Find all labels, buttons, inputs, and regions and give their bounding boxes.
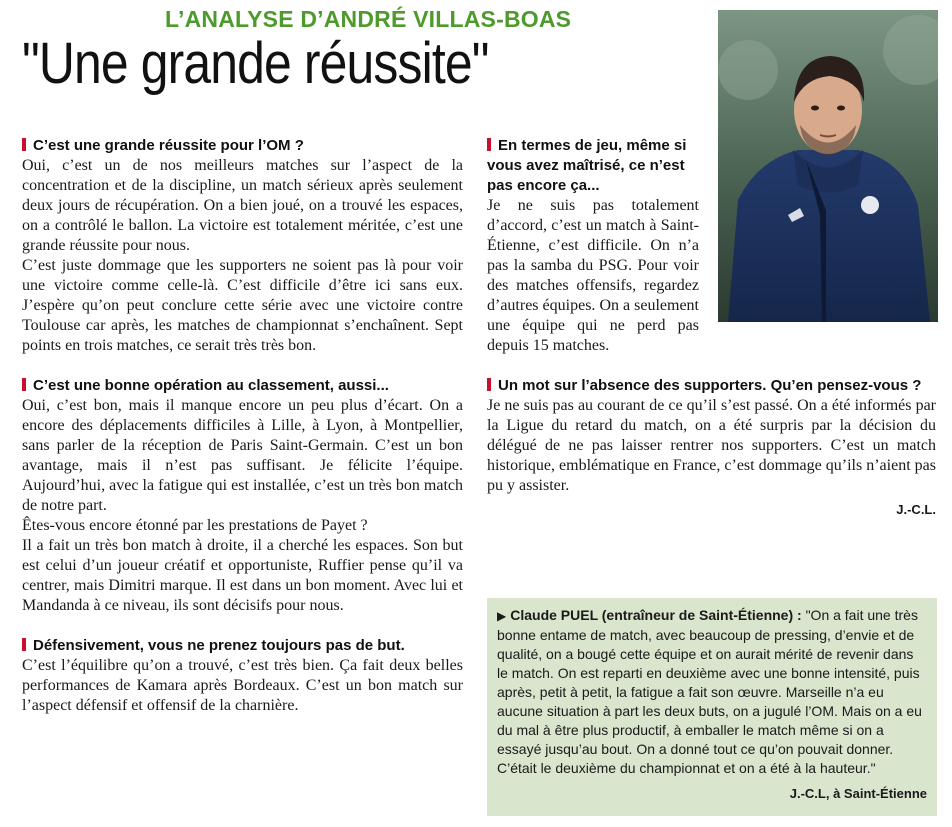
article-title: "Une grande réussite" bbox=[22, 31, 489, 96]
left-column bbox=[22, 136, 463, 716]
question-heading: En termes de jeu, même si vous avez maîtrisé, ce n’est pas encore ça... bbox=[487, 137, 687, 194]
question-heading: Défensivement, vous ne prenez toujours pas de but. bbox=[22, 636, 463, 656]
kicker: L’ANALYSE D’ANDRÉ VILLAS-BOAS bbox=[165, 6, 572, 32]
byline: J.-C.L. bbox=[896, 502, 936, 517]
answer-paragraph: Oui, c’est bon, mais il manque encore un peu plus d’écart. On a encore des déplacements difficiles à Lille, à Lyon, à Montpellier, sans parler de la réception de Paris Saint-Germain. C’est un bon avantage, mais il n’est pas suffisant. Je félicite l’équipe. Aujourd’hui, avec la fatigue qui est installée, c’est un très bon match de notre part. bbox=[22, 397, 463, 514]
right-column bbox=[487, 136, 936, 517]
question-heading: Un mot sur l’absence des supporters. Qu’en pensez-vous ? bbox=[487, 376, 936, 396]
answer-paragraph: C’est juste dommage que les supporters ne soient pas là pour voir une victoire comme celle-là. C’est difficile d’être ici sans eux. J’espère qu’on peut conclure cette série avec une victoire contre Toulouse car après, les matches de championnat s’enchaînent. Sept points en trois matches, ce serait très très bon. bbox=[22, 257, 463, 354]
answer-paragraph: Je ne suis pas totalement d’accord, c’est un match à Saint-Étienne, c’est difficile. On n’a pas la samba du PSG. Pour voir des matches offensifs, regardez d’autres équipes. On a seulement une équipe qui ne perd pas depuis 15 matches. bbox=[487, 197, 699, 354]
speaker-quote: "On a fait une très bonne entame de match, avec beaucoup de pressing, d’envie et de qualité, on a bougé cette équipe et on aurait mérité de revenir dans le match. On est reparti en deuxième avec une bonne intensité, puis après, petit à petit, la fatigue a fait son œuvre. Marseille n’a eu aucune situation à part les deux buts, on a jugulé l’OM. Mais on a eu du mal à être plus productif, à emballer le match même si on a essayé jusqu’au bout. On a donné tout ce qu’on pouvait donner. C’était le deuxième du championnat et on a été à la hauteur." bbox=[497, 607, 922, 776]
question-marker-icon bbox=[487, 138, 491, 151]
question-heading: C’est une grande réussite pour l’OM ? bbox=[22, 136, 463, 156]
box-byline: J.-C.L, à Saint-Étienne bbox=[789, 786, 927, 801]
question-marker-icon bbox=[22, 378, 26, 391]
reaction-box bbox=[487, 598, 937, 816]
answer-paragraph: C’est l’équilibre qu’on a trouvé, c’est très bien. Ça fait deux belles performances de Kamara après Bordeaux. C’est un bon match sur l’aspect défensif et offensif de la charnière. bbox=[22, 657, 463, 714]
question-marker-icon bbox=[22, 138, 26, 151]
play-arrow-icon: ▶ bbox=[497, 609, 507, 623]
question-heading: C’est une bonne opération au classement, aussi... bbox=[22, 376, 463, 396]
answer-paragraph: Il a fait un très bon match à droite, il a cherché les espaces. Son but est celui d’un joueur créatif et opportuniste, Ruffier pense qu’il va centrer, mais Dimitri marque. Il est dans un bon moment. Avec lui et Mandanda à ce niveau, ils sont décisifs pour nous. bbox=[22, 537, 463, 614]
answer-paragraph: Oui, c’est un de nos meilleurs matches sur l’aspect de la concentration et de la discipline, un match sérieux après seulement deux jours de récupération. On a bien joué, on a trouvé les espaces, on a contrôlé le ballon. La victoire est totalement méritée, c’est une grande réussite pour nous. bbox=[22, 157, 463, 254]
answer-paragraph: Je ne suis pas au courant de ce qu’il s’est passé. On a été informés par la Ligue du retard du match, on a été surpris par la décision du délégué de ne pas laisser rentrer nos supporters. C’est un match historique, emblématique en France, c’est dommage qu’ils n’aient pas pu y assister. bbox=[487, 397, 936, 494]
question-marker-icon bbox=[487, 378, 491, 391]
question-marker-icon bbox=[22, 638, 26, 651]
question-inline: Êtes-vous encore étonné par les prestations de Payet ? bbox=[22, 517, 368, 534]
speaker-name: Claude PUEL (entraîneur de Saint-Étienne) : bbox=[510, 607, 802, 623]
